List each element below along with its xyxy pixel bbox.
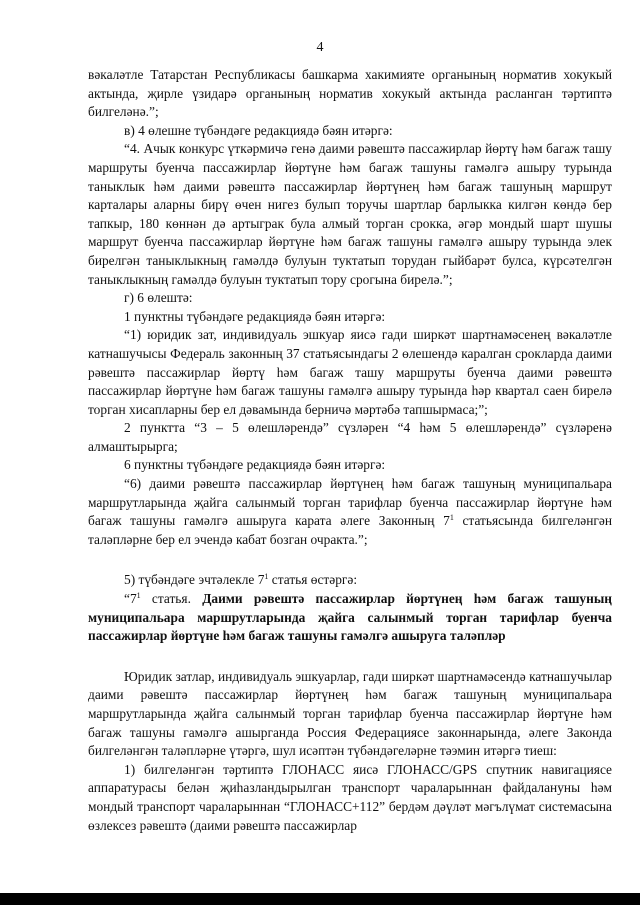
paragraph: 1 пунктны түбәндәге редакциядә бәян итәргә: (124, 308, 386, 324)
article-title: Даими рәвештә пассажирлар йөртүнең һәм багаж ташуның муниципальара маршрутларында җайга салынмый торган тарифлар буенча пассажирлар йөртүне һәм багаж ташуны гамәлгә ашыруга таләпләр (88, 591, 612, 644)
paragraph: “1) юридик зат, индивидуаль эшкуар яисә гади ширкәт шартнамәсенең вәкаләтле катнашучысы Федераль законның 37 статьясындагы 2 өлешендә каралган срокларда даими рәвештә пассажирлар йөртү һәм багаж ташу маршруты буенча даими рәвештә пассажирлар йөртүне һәм багаж ташуны гамәлгә ашыру турында һәр квартал саен бирелә торган хисапларны бер ел дәвамында берничә мәртәбә тапшырмаса;”; (88, 327, 612, 417)
paragraph: 6 пунктны түбәндәге редакциядә бәян итәргә: (124, 457, 386, 473)
paragraph: “4. Ачык конкурс үткәрмичә генә даими рәвештә пассажирлар йөртү һәм багаж ташу маршруты буенча пассажирлар йөртүне һәм багаж ташуны гамәлгә ашыру турында таныклык һәм даими рәвештә пассажирлар йөртүнең һәм багаж ташуның маршрут карталары аларны бирү өчен нигез булып торучы шартлар барлыкка килгән көндә бер тапкыр, 180 көннән дә артыграк була алмый торган срокка, әгәр мондый шарт шушы маршрут буенча пассажирлар йөртүне һәм багаж ташуны гамәлгә ашыру турында элек бирелгән таныклыкның гамәлдә булуын туктатып торудан гыйбарәт булса, күрсәтелгән таныклыкның гамәлдә булуын туктатып тору срогына бирелә.”; (88, 141, 612, 287)
paragraph (88, 571, 612, 590)
paragraph: 2 пунктта “3 – 5 өлешләрендә” сүзләрен “4 һәм 5 өлешләрендә” сүзләренә алмаштырырга; (88, 420, 612, 454)
text-run: 5) түбәндәге эчтәлекле 7 (124, 572, 265, 588)
scan-edge (0, 893, 640, 905)
text-run: “7 (124, 591, 137, 607)
paragraph: Юридик затлар, индивидуаль эшкуарлар, гади ширкәт шартнамәсендә катнашучылар даими рәвештә пассажирлар йөртүнең һәм багаж ташуның муниципальара маршрутларында җайга салынмый торган тарифлар буенча пассажирлар йөртүне һәм багаж ташуны гамәлгә ашырганда Россия Федерациясе законнарында, әлеге Законда билгеләнгән таләпләрне үтәргә, шул исәптән түбәндәгеләрне тәэмин итәргә тиеш: (88, 668, 612, 759)
paragraph: 1) билгеләнгән тәртиптә ГЛОНАСС яисә ГЛОНАСС/GPS спутник навигациясе аппаратурасы белән җиһазландырылган транспорт чараларыннан файдалануны һәм мондый транспорт чараларыннан “ГЛОНАСС+112” бердәм дәүләт мәгълүмат системасына өзлексез рәвештә (даими рәвештә пассажирлар (88, 761, 612, 833)
text-run: статья өстәргә: (268, 572, 358, 588)
paragraph: г) 6 өлештә: (124, 290, 193, 306)
document-body (88, 66, 612, 835)
superscript: 1 (264, 572, 269, 582)
page-number: 4 (316, 40, 324, 55)
article-heading (88, 590, 612, 646)
paragraph (88, 475, 612, 549)
text-run: “6) даими рәвештә пассажирлар йөртүнең һәм багаж ташуның муниципальара маршрутларында җайга салынмый торган тарифлар буенча пассажирлар йөртүне һәм багаж ташуны гамәлгә ашыруга карата әлеге Законның 7 (88, 476, 612, 529)
superscript: 1 (136, 591, 141, 601)
paragraph: вәкаләтле Татарстан Республикасы башкарма хакимияте органының норматив хокукый актында, җирле үзидарә органының норматив хокукый актында расланган тәртиптә билгеләнә.”; (88, 67, 612, 120)
superscript: 1 (449, 513, 454, 523)
text-run: статьясында билгеләнгән таләпләрне бер ел эчендә кабат бозган очракта.”; (88, 513, 612, 547)
text-run: статья. (140, 591, 191, 607)
paragraph: в) 4 өлешне түбәндәге редакциядә бәян итәргә: (124, 122, 393, 138)
